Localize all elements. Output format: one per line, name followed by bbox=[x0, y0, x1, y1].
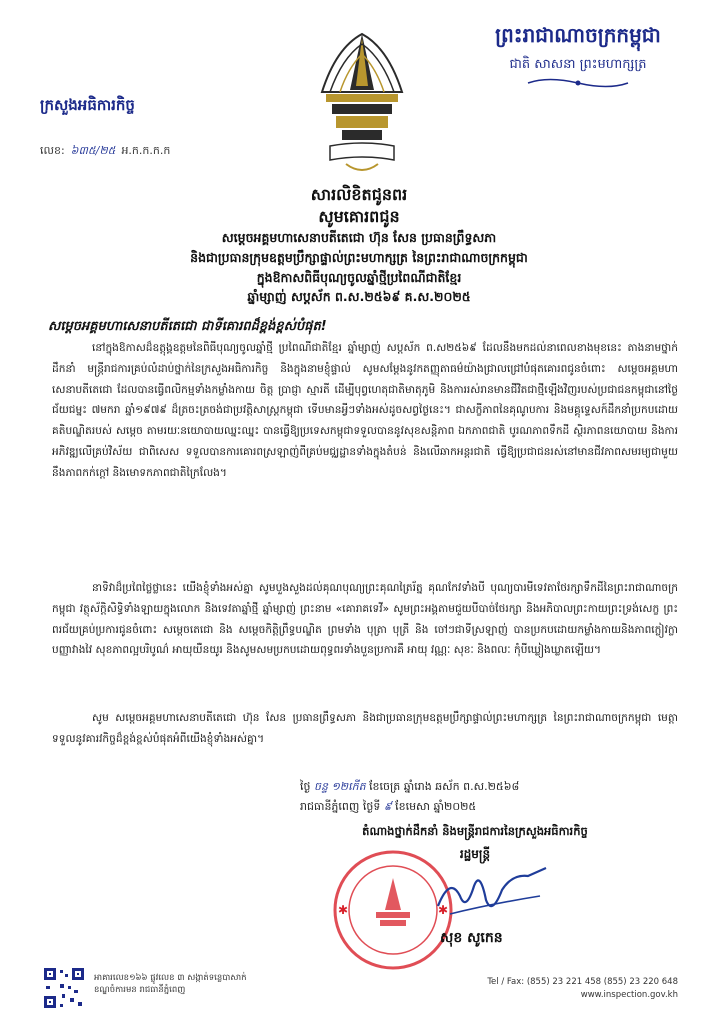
ref-suffix: អ.ក.ក.ក.ក bbox=[121, 144, 171, 157]
signer-title: រដ្ឋមន្ត្រី bbox=[459, 847, 491, 861]
addressee-line: សម្តេចអគ្គមហាសេនាបតីតេជោ ហ៊ុន សែន ប្រធានព្រឹទ្ធសភា bbox=[221, 230, 497, 245]
handwritten-signature bbox=[430, 856, 550, 926]
letter-title: សារលិខិតជូនពរ bbox=[310, 185, 408, 204]
body-paragraph-3 bbox=[52, 708, 678, 750]
address-line-2: ខណ្ឌចំការមន រាជធានីភ្នំពេញ bbox=[94, 985, 186, 995]
tel-fax: Tel / Fax: (855) 23 221 458 (855) 23 220 648 bbox=[487, 977, 678, 987]
ref-value: ៦៣៥/២៥ bbox=[70, 144, 116, 157]
kingdom-header bbox=[478, 22, 678, 94]
occasion-line: ក្នុងឱកាសពិធីបុណ្យចូលឆ្នាំថ្មីប្រពៃណីជាតិខ្មែរ bbox=[256, 270, 462, 285]
solar-date-prefix: រាជធានីភ្នំពេញ ថ្ងៃទី bbox=[300, 800, 381, 813]
footer-address bbox=[94, 972, 247, 996]
lunar-date-prefix: ថ្ងៃ bbox=[300, 780, 311, 793]
solar-date bbox=[300, 800, 476, 816]
ministry-logo bbox=[316, 28, 408, 178]
solar-date-handwritten: ៩ bbox=[383, 800, 392, 813]
svg-text:✱: ✱ bbox=[338, 903, 349, 917]
svg-text:✱: ✱ bbox=[438, 903, 449, 917]
letter-subtitle: សូមគោរពជូន bbox=[318, 207, 400, 226]
paragraph-text: សូម សម្តេចអគ្គមហាសេនាបតីតេជោ ហ៊ុន សែន ប្រធានព្រឹទ្ធសភា និងជាប្រធានក្រុមឧត្តមប្រឹក្សាផ្ទាល់ព្រះមហាក្សត្រ នៃព្រះរាជាណាចក្រកម្ពុជា មេត្តាទទួលនូវគារវកិច្ចដ៏ខ្ពង់ខ្ពស់បំផុតអំពីយើងខ្ញុំទាំងអស់គ្នា។ bbox=[52, 712, 678, 745]
footer-contact bbox=[487, 976, 678, 1002]
solar-date-rest: ខែមេសា ឆ្នាំ២០២៥ bbox=[395, 800, 477, 813]
lunar-date-rest: ខែចេត្រ ឆ្នាំរោង ឆស័ក ព.ស.២៥៦៨ bbox=[369, 780, 520, 793]
salutation: សម្តេចអគ្គមហាសេនាបតីតេជោ ជាទីគោរពដ៏ខ្ពង់ខ្ពស់បំផុត! bbox=[48, 319, 327, 334]
addressee-role-line: និងជាប្រធានក្រុមឧត្តមប្រឹក្សាផ្ទាល់ព្រះមហាក្សត្រ នៃព្រះរាជាណាចក្រកម្ពុជា bbox=[190, 250, 528, 265]
body-paragraph-2 bbox=[52, 578, 678, 661]
address-line-1: អាគារលេខ១៦៦ ផ្លូវលេខ ៣ សង្កាត់ទន្លេបាសាក់ bbox=[94, 973, 247, 983]
ornament-divider bbox=[518, 76, 638, 90]
qr-code bbox=[42, 966, 86, 1010]
lunar-date bbox=[300, 780, 519, 796]
reference-number bbox=[40, 144, 170, 160]
body-paragraph-1 bbox=[52, 338, 678, 484]
paragraph-text: នាទិវាដ៏ប្រពៃថ្លៃថ្លានេះ យើងខ្ញុំទាំងអស់គ្នា សូមបួងសួងដល់គុណបុណ្យព្រះគុណត្រៃរ័ត្ន គុណកែវទាំងបី បុណ្យបារមីទេវតាថែរក្សាទឹកដីនៃព្រះរាជាណាចក្រកម្ពុជា វត្ថុស័ក្តិសិទ្ធិទាំងឡាយក្នុងលោក និងទេវតាឆ្នាំថ្មី ឆ្នាំម្សាញ់ ព្រះនាម «គោរាគទេវី» សូមព្រះអង្គតាមជួយបីបាច់ថែរក្សា និងអភិបាលព្រះកាយព្រះទ្រង់សេក្ខ ព្រះពរជ័យគ្រប់ប្រការជូនចំពោះ សម្តេចតេជោ និង សម្តេចកិត្តិព្រឹទ្ធបណ្ឌិត ព្រមទាំង បុត្រា បុត្រី និង ចៅៗជាទីស្រឡាញ់ បានប្រកបដោយកម្លាំងកាយនិងភាពក្លៀវក្លា បញ្ញាវាងវៃ សុខភាពល្អបរិបូណ៌ អាយុយឺនយូរ និងសូមសមប្រកបដោយពុទ្ធពរទាំងបួនប្រការគឺ អាយុ វណ្ណៈ សុខៈ និងពលៈ កុំបីឃ្លៀងឃ្លាតឡើយ។ bbox=[52, 582, 678, 657]
year-line: ឆ្នាំម្សាញ់ សប្តស័ក ព.ស.២៥៦៩ គ.ស.២០២៥ bbox=[247, 289, 471, 304]
lunar-date-handwritten: ចន្ទ ១២កើត bbox=[313, 780, 366, 793]
kingdom-motto: ជាតិ សាសនា ព្រះមហាក្សត្រ bbox=[509, 57, 647, 72]
kingdom-title: ព្រះរាជាណាចក្រកម្ពុជា bbox=[495, 23, 661, 47]
paragraph-text: នៅក្នុងឱកាសដ៏ឧត្តុង្គឧត្តមនៃពិធីបុណ្យចូលឆ្នាំថ្មី ប្រពៃណីជាតិខ្មែរ ឆ្នាំម្សាញ់ សប្តស័ក ព.ស២៥៦៩ ដែលនឹងមកដល់នាពេលខាងមុខនេះ តាងនាមថ្នាក់ដឹកនាំ មន្ត្រីរាជការគ្រប់លំដាប់ថ្នាក់នៃក្រសួងអធិការកិច្ច និងក្នុងនាមខ្ញុំផ្ទាល់ សូមសម្តែងនូវកតញ្ញុតាធម៌យ៉ាងជ្រាលជ្រៅបំផុតគោរពជូនចំពោះ សម្តេចអគ្គមហាសេនាបតីតេជោ ដែលបានធ្វើពលិកម្មទាំងកម្លាំងកាយ ចិត្ត ប្រាជ្ញា ស្មារតី ដើម្បីបុព្វហេតុជាតិមាតុភូមិ និងការរស់រានមានជីវិតជាថ្មីឡើងវិញរបស់ប្រជាជនកម្ពុជានៅថ្ងៃជ័យជម្នះ ៧មករា ឆ្នាំ១៩៧៩ ដ៏ត្រចះត្រចង់ជាប្រវត្តិសាស្ត្រកម្ពុជា ទើបមានអ្វីៗទាំងអស់ដូចសព្វថ្ងៃនេះ។ ជាសក្ខីភាពនៃគុណូបការ និងមគ្គុទ្ទេសក៍ដឹកនាំប្រកបដោយគតិបណ្ឌិតរបស់ សម្តេច តាមរយៈនយោបាយឈ្នះឈ្នះ បានធ្វើឱ្យប្រទេសកម្ពុជាទទួលបាននូវសុខសន្តិភាព ឯកភាពជាតិ បូរណភាពទឹកដី ស្ថិរភាពនយោបាយ និងការអភិវឌ្ឍលើគ្រប់វិស័យ ជាពិសេស ទទួលបានការគោរពស្រឡាញ់ពីគ្រប់មជ្ឈដ្ឋានទាំងក្នុងតំបន់ និងលើឆាកអន្តរជាតិ ធ្វើឱ្យប្រជាជនរស់នៅមានជីវភាពសមរម្យជាមួយនឹងភាពកក់ក្តៅ និងមោទកភាពជាតិក្រៃលែង។ bbox=[52, 342, 678, 479]
website-link[interactable]: www.inspection.gov.kh bbox=[580, 990, 678, 1000]
signer-role: តំណាងថ្នាក់ដឹកនាំ និងមន្ត្រីរាជការនៃក្រសួងអធិការកិច្ច bbox=[362, 824, 588, 838]
ref-label: លេខ: bbox=[40, 144, 65, 157]
signer-name: សុខ សូកេន bbox=[440, 930, 503, 946]
ministry-name: ក្រសួងអធិការកិច្ច bbox=[40, 96, 135, 114]
